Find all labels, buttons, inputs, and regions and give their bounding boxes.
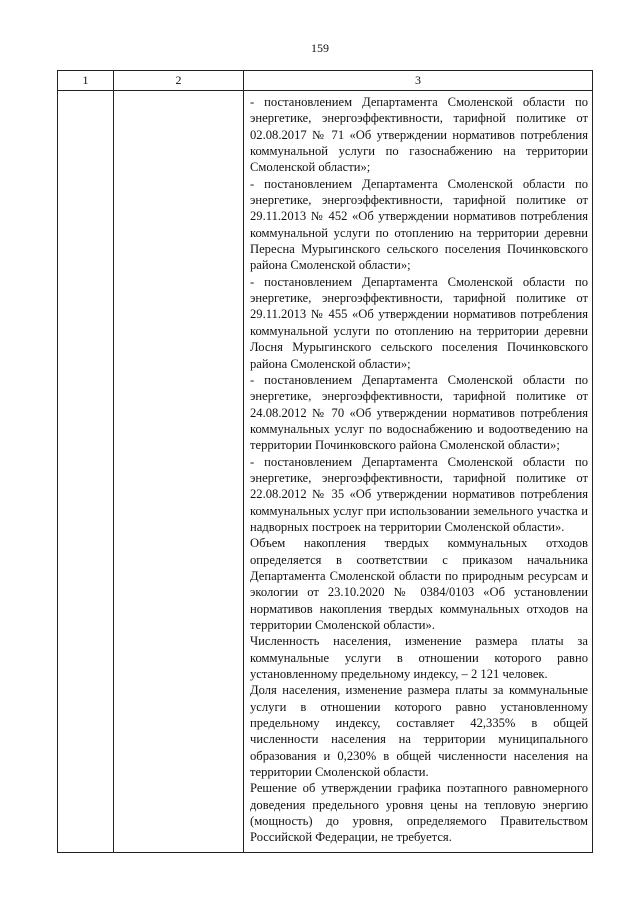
paragraph-waste-volume: Объем накопления твердых коммунальных отходов определяется в соответствии с приказом начальника Департамента Смоленской области по природным ресурсам и экологии от 23.10.2020 № 0384/0103 «Об установлении нормативов накопления твердых коммунальных отходов на территории Смоленской области». <box>250 536 588 632</box>
table-body-row <box>58 91 593 853</box>
column-header-1: 1 <box>58 71 114 91</box>
cell-content <box>244 91 592 846</box>
cell-column-1 <box>58 91 114 853</box>
cell-column-3 <box>244 91 593 853</box>
paragraph-decision: Решение об утверждении графика поэтапного равномерного доведения предельного уровня цены на тепловую энергию (мощность) до уровня, определяемого Правительством Российской Федерации, не требуется. <box>250 781 588 845</box>
table-header-row <box>58 71 593 91</box>
page-number: 159 <box>311 41 329 55</box>
document-table <box>57 70 593 853</box>
paragraph-population-share: Доля населения, изменение размера платы за коммунальные услуги в отношении которого равно установленному предельному индексу, составляет 42,335% в общей численности населения на территории муниципального образования и 0,230% в общей численности населения на территории Смоленской области. <box>250 683 588 780</box>
paragraph-resolution-water: - постановлением Департамента Смоленской области по энергетике, энергоэффективности, тарифной политике от 24.08.2012 № 70 «Об утверждении нормативов потребления коммунальных услуг по водоснабжению и водоотведению на территории Починковского района Смоленской области»; <box>250 372 588 453</box>
column-header-3: 3 <box>244 71 593 91</box>
paragraph-population-count: Численность населения, изменение размера платы за коммунальные услуги в отношении которого равно установленному предельному индексу, – 2 121 человек. <box>250 634 588 682</box>
paragraph-resolution-heating-losnya: - постановлением Департамента Смоленской области по энергетике, энергоэффективности, тарифной политике от 29.11.2013 № 455 «Об утверждении нормативов потребления коммунальной услуги по отоплению на территории деревни Лосня Мурыгинского сельского поселения Починковского района Смоленской области»; <box>250 274 588 371</box>
cell-column-2 <box>114 91 244 853</box>
paragraph-resolution-heating-peresna: - постановлением Департамента Смоленской области по энергетике, энергоэффективности, тарифной политике от 29.11.2013 № 452 «Об утверждении нормативов потребления коммунальной услуги по отоплению на территории деревни Пересна Мурыгинского сельского поселения Починковского района Смоленской области»; <box>250 176 588 273</box>
paragraph-resolution-land: - постановлением Департамента Смоленской области по энергетике, энергоэффективности, тарифной политике от 22.08.2012 № 35 «Об утверждении нормативов потребления коммунальных услуг при использовании земельного участка и надворных построек на территории Смоленской области». <box>250 454 588 534</box>
column-header-2: 2 <box>114 71 244 91</box>
paragraph-resolution-gas: - постановлением Департамента Смоленской области по энергетике, энергоэффективности, тарифной политике от 02.08.2017 № 71 «Об утверждении нормативов потребления коммунальной услуги по газоснабжению на территории Смоленской области»; <box>250 95 588 175</box>
